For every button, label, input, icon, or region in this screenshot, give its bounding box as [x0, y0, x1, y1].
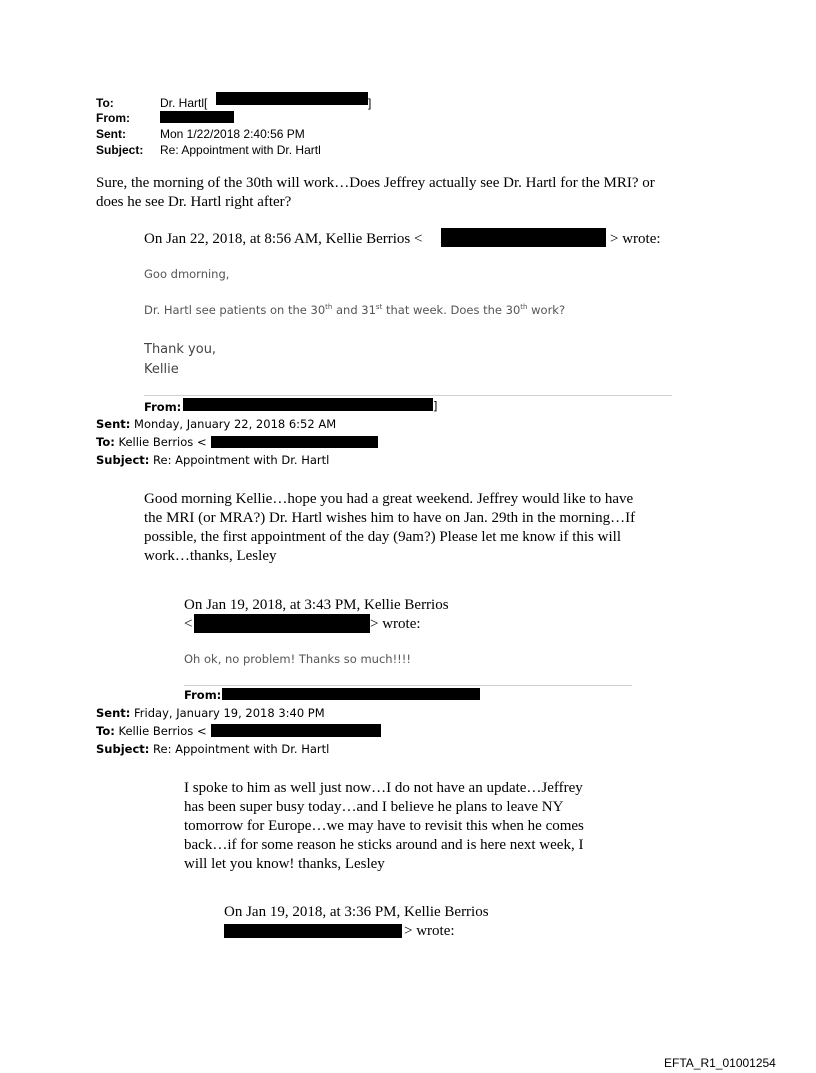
body-line: does he see Dr. Hartl right after?	[96, 194, 292, 210]
body-line: Sure, the morning of the 30th will work…Does Jeffrey actually see Dr. Hartl for the MRI? or	[96, 175, 655, 191]
sent-value: Friday, January 19, 2018 3:40 PM	[130, 706, 325, 720]
quote-greeting: Goo dmorning,	[144, 267, 230, 281]
sent-label: Sent:	[96, 127, 126, 141]
bracket: ]	[433, 399, 438, 413]
ordinal-suffix: th	[520, 303, 528, 312]
sent-value: Mon 1/22/2018 2:40:56 PM	[160, 127, 305, 141]
redaction-bar	[224, 924, 402, 938]
subject-value: Re: Appointment with Dr. Hartl	[160, 143, 321, 157]
document-id: EFTA_R1_01001254	[664, 1056, 776, 1070]
body-line: Good morning Kellie…hope you had a great weekend. Jeffrey would like to have	[144, 491, 634, 507]
quote-body-text: Dr. Hartl see patients on the 30	[144, 303, 326, 317]
sent-label: Sent:	[96, 706, 131, 720]
sent-value: Monday, January 22, 2018 6:52 AM	[130, 417, 337, 431]
ordinal-suffix: st	[375, 303, 383, 312]
body-line: work…thanks, Lesley	[144, 548, 277, 564]
subject-label: Subject:	[96, 143, 144, 157]
from-label: From:	[96, 111, 130, 125]
body-line: will let you know! thanks, Lesley	[184, 856, 385, 872]
to-value-end: ]	[368, 96, 372, 110]
sent-line	[96, 417, 336, 431]
to-label: To:	[96, 724, 115, 738]
divider	[184, 685, 632, 686]
to-line	[96, 435, 207, 449]
quote-intro: On Jan 22, 2018, at 8:56 AM, Kellie Berrios <	[144, 231, 423, 247]
body-line: possible, the first appointment of the day (9am?) Please let me know if this will	[144, 529, 621, 545]
quote-body	[144, 303, 565, 317]
from-label: From:	[144, 400, 182, 414]
from-label: From:	[184, 688, 222, 702]
quote-intro: On Jan 19, 2018, at 3:36 PM, Kellie Berrios	[224, 904, 489, 920]
subject-label: Subject:	[96, 453, 150, 467]
quote-intro: On Jan 19, 2018, at 3:43 PM, Kellie Berrios	[184, 597, 449, 613]
quote-body-text: work?	[527, 303, 566, 317]
redaction-bar	[183, 398, 433, 411]
subject-value: Re: Appointment with Dr. Hartl	[149, 453, 330, 467]
redaction-bar	[194, 614, 370, 633]
body-line: the MRI (or MRA?) Dr. Hartl wishes him to have on Jan. 29th in the morning…If	[144, 510, 636, 526]
quote-signature: Kellie	[144, 362, 179, 377]
redaction-bar	[216, 92, 368, 105]
subject-label: Subject:	[96, 742, 150, 756]
quote-signoff: Thank you,	[144, 342, 217, 357]
to-label: To:	[96, 435, 115, 449]
redaction-bar	[211, 724, 381, 737]
redaction-bar	[211, 436, 378, 448]
quote-intro-end: > wrote:	[370, 616, 421, 632]
divider	[144, 395, 672, 396]
to-value: Kellie Berrios <	[114, 435, 207, 449]
quote-body-text: and 31	[332, 303, 376, 317]
ordinal-suffix: th	[325, 303, 333, 312]
sent-line	[96, 706, 325, 720]
body-line: I spoke to him as well just now…I do not have an update…Jeffrey	[184, 780, 583, 796]
quote-intro: <	[184, 616, 193, 632]
to-label: To:	[96, 96, 114, 110]
body-line: has been super busy today…and I believe he plans to leave NY	[184, 799, 564, 815]
redaction-bar	[160, 111, 234, 123]
subject-line	[96, 742, 329, 756]
quote-intro-end: > wrote:	[404, 923, 455, 939]
subject-value: Re: Appointment with Dr. Hartl	[149, 742, 330, 756]
quote-body: Oh ok, no problem! Thanks so much!!!!	[184, 652, 412, 666]
quote-body-text: that week. Does the 30	[382, 303, 521, 317]
body-line: tomorrow for Europe…we may have to revisit this when he comes	[184, 818, 584, 834]
to-line	[96, 724, 207, 738]
redaction-bar	[222, 688, 480, 700]
to-value: Dr. Hartl[	[160, 96, 208, 110]
subject-line	[96, 453, 329, 467]
body-line: back…if for some reason he sticks around and is here next week, I	[184, 837, 584, 853]
to-value: Kellie Berrios <	[114, 724, 207, 738]
sent-label: Sent:	[96, 417, 131, 431]
redaction-bar	[441, 228, 606, 247]
quote-intro-end: > wrote:	[610, 231, 661, 247]
